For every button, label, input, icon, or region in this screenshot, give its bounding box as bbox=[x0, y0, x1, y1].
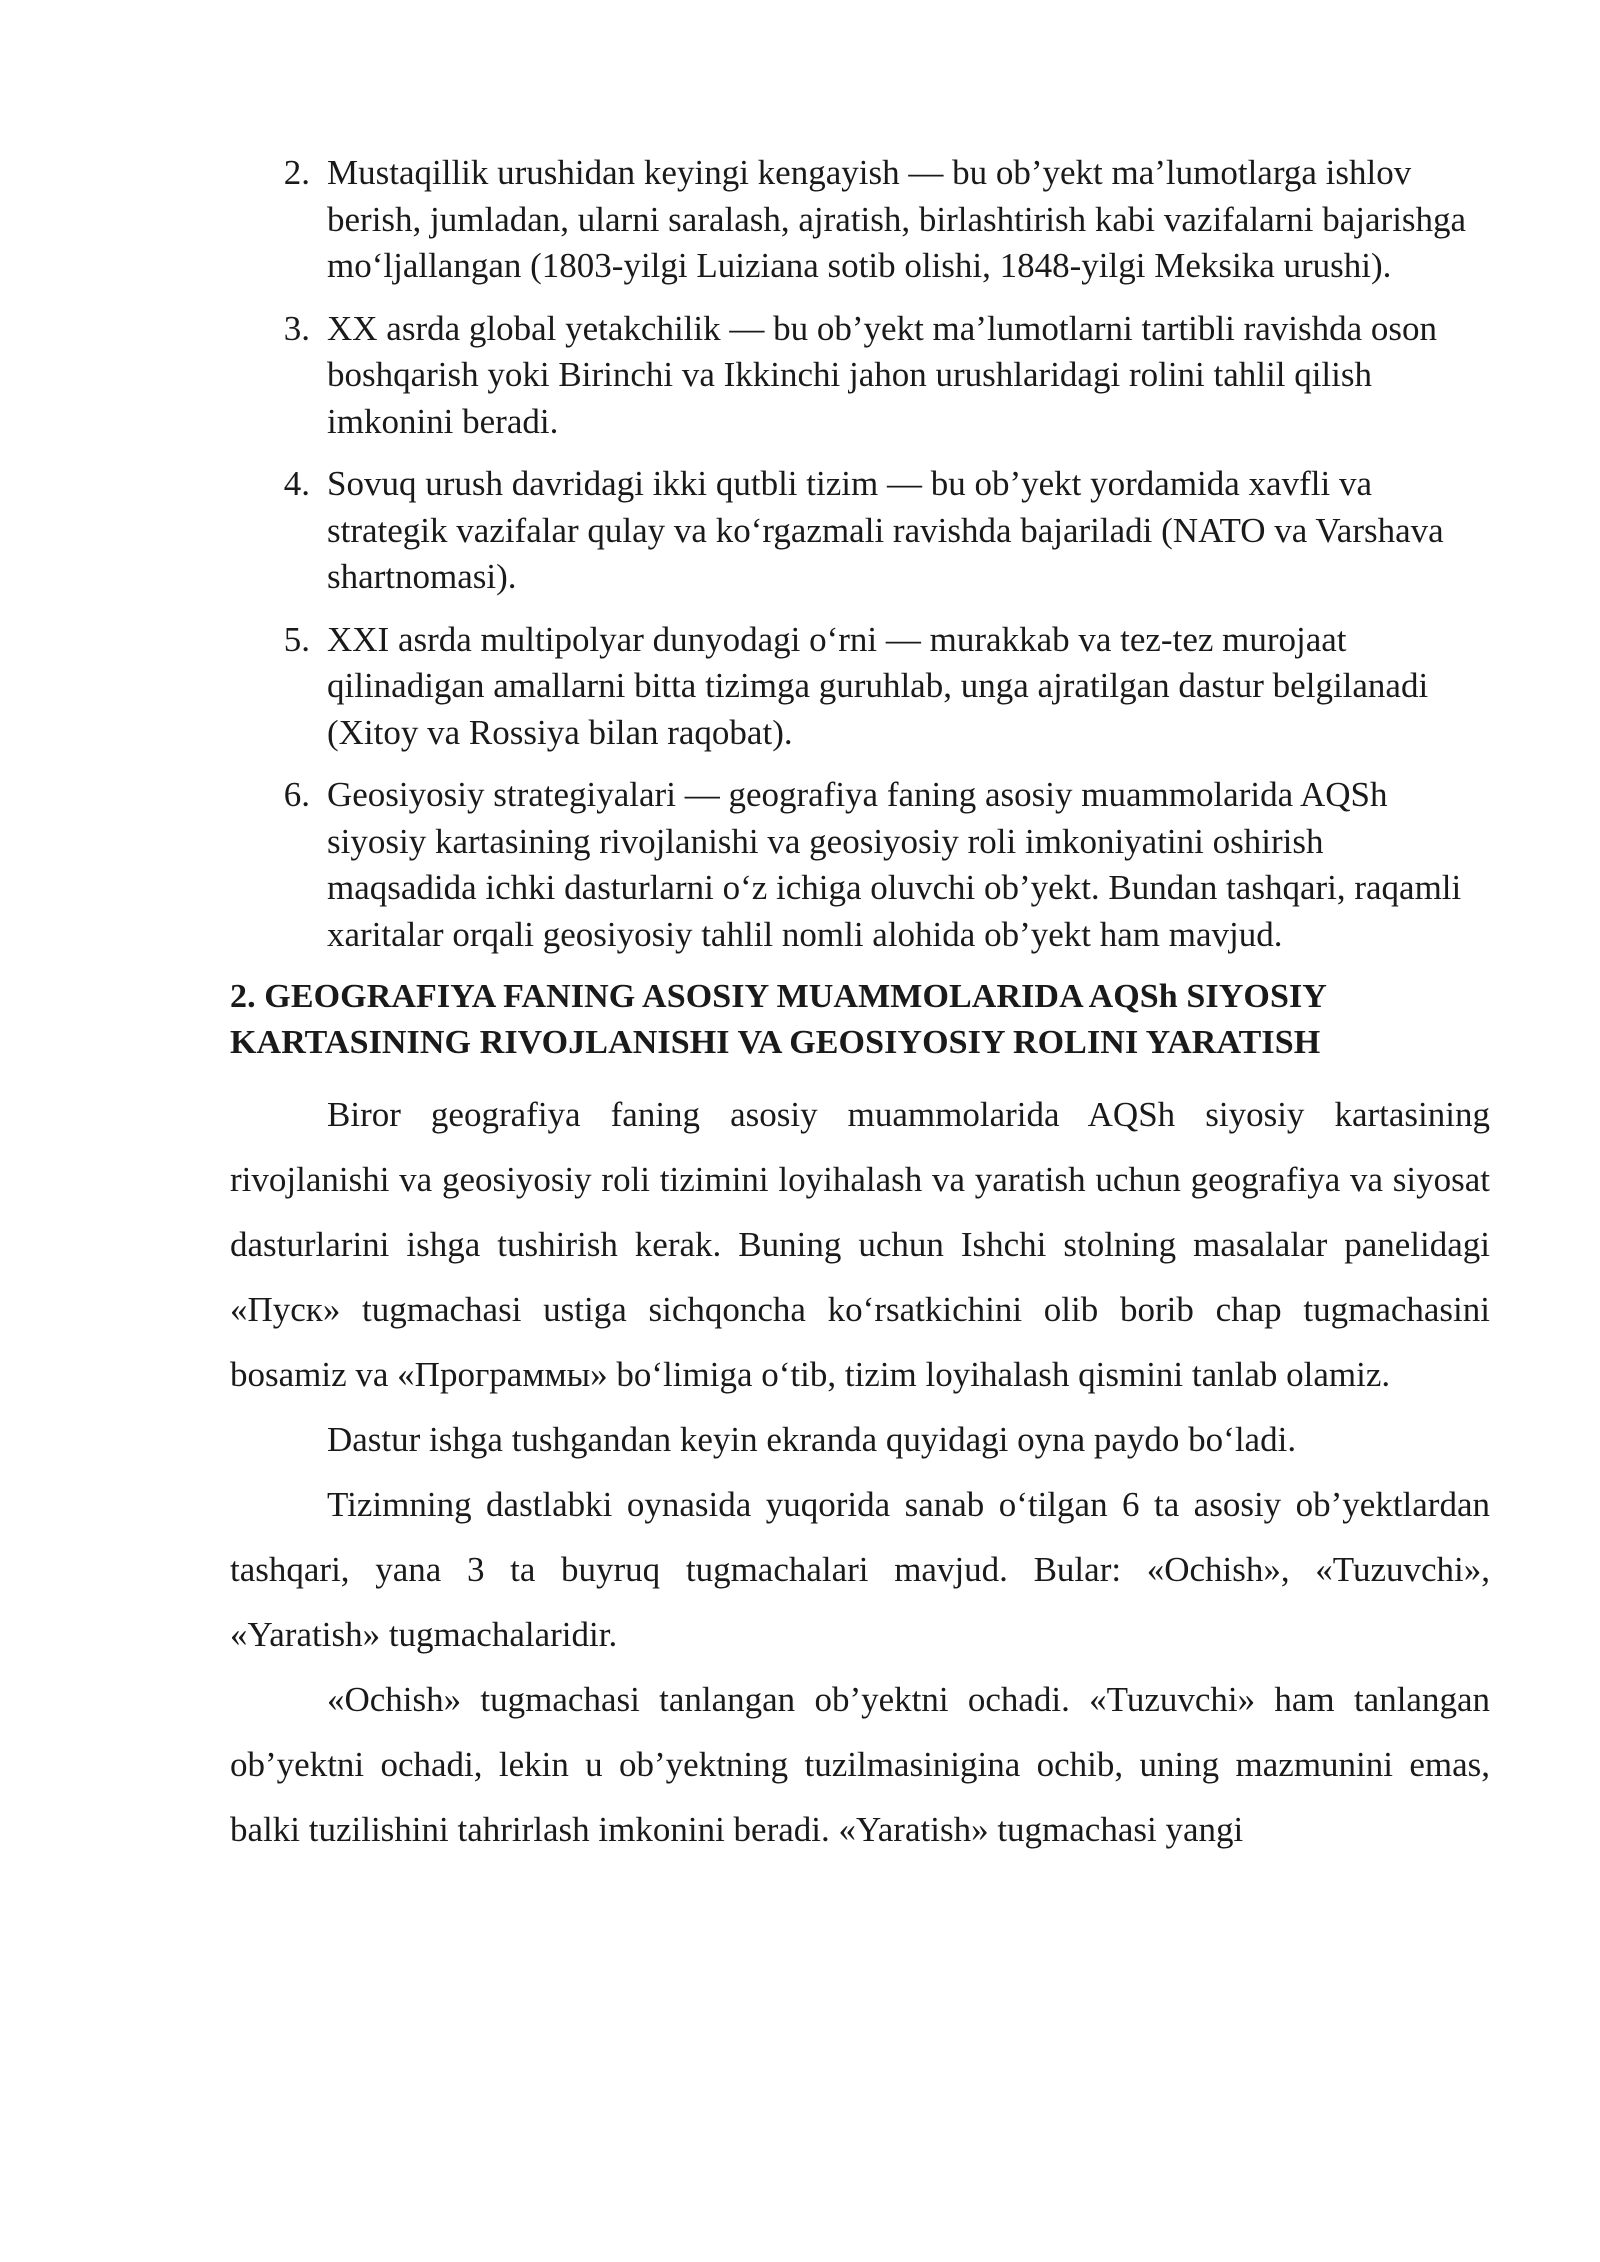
list-item-text: XX asrda global yetakchilik — bu ob’yekt ma’lumotlarni tartibli ravishda oson boshqarish yoki Birinchi va Ikkinchi jahon urushlaridagi rolini tahlil qilish imkonini beradi. bbox=[327, 308, 1438, 441]
list-item-number: 2. bbox=[283, 153, 310, 192]
document-page bbox=[230, 150, 1490, 1862]
list-item bbox=[230, 461, 1490, 601]
list-item bbox=[230, 772, 1490, 958]
list-item-number: 4. bbox=[283, 464, 310, 503]
body-paragraph: «Ochish» tugmachasi tanlangan ob’yektni ochadi. «Tuzuvchi» ham tanlangan ob’yektni ochadi, lekin u ob’yektning tuzilmasinigina ochib, uning mazmunini emas, balki tuzilishini tahrirlash imkonini beradi. «Yaratish» tugmachasi yangi bbox=[230, 1680, 1490, 1849]
numbered-list bbox=[230, 150, 1490, 958]
section-heading: 2. GEOGRAFIYA FANING ASOSIY MUAMMOLARIDA AQSh SIYOSIY KARTASINING RIVOJLANISHI VA GEOSIYOSIY ROLINI YARATISH bbox=[230, 978, 1326, 1061]
list-item-number: 3. bbox=[283, 308, 310, 348]
list-item-number: 5. bbox=[283, 619, 310, 659]
list-item bbox=[230, 150, 1490, 290]
list-item-number: 6. bbox=[283, 775, 310, 814]
body-paragraph: Dastur ishga tushgandan keyin ekranda quyidagi oyna paydo bo‘ladi. bbox=[327, 1420, 1297, 1459]
list-item-text: Geosiyosiy strategiyalari — geografiya faning asosiy muammolarida AQSh siyosiy kartasining rivojlanishi va geosiyosiy roli imkoniyatini oshirish maqsadida ichki dasturlarni o‘z ichiga oluvchi ob’yekt. Bundan tashqari, raqamli xaritalar orqali geosiyosiy tahlil nomli alohida ob’yekt ham mavjud. bbox=[327, 775, 1462, 954]
list-item-text: Mustaqillik urushidan keyingi kengayish — bu ob’yekt ma’lumotlarga ishlov berish, jumladan, ularni saralash, ajratish, birlashtirish kabi vazifalarni bajarishga mo‘ljallangan (1803-yilgi Luiziana sotib olishi, 1848-yilgi Meksika urushi). bbox=[327, 153, 1467, 285]
list-item-text: Sovuq urush davridagi ikki qutbli tizim — bu ob’yekt yordamida xavfli va strategik vazifalar qulay va ko‘rgazmali ravishda bajariladi (NATO va Varshava shartnomasi). bbox=[327, 464, 1444, 596]
list-item bbox=[230, 617, 1490, 757]
body-paragraph: Tizimning dastlabki oynasida yuqorida sanab o‘tilgan 6 ta asosiy ob’yektlardan tashqari, yana 3 ta buyruq tugmachalari mavjud. Bular: «Ochish», «Tuzuvchi», «Yaratish» tugmachalaridir. bbox=[230, 1485, 1490, 1654]
body-paragraph: Biror geografiya faning asosiy muammolarida AQSh siyosiy kartasining rivojlanishi va geosiyosiy roli tizimini loyihalash va yaratish uchun geografiya va siyosat dasturlarini ishga tushirish kerak. Buning uchun Ishchi stolning masalalar panelidagi «Пуск» tugmachasi ustiga sichqoncha ko‘rsatkichini olib borib chap tugmachasini bosamiz va «Программы» bo‘limiga o‘tib, tizim loyihalash qismini tanlab olamiz. bbox=[230, 1095, 1490, 1394]
list-item-text: XXI asrda multipolyar dunyodagi o‘rni — murakkab va tez-tez murojaat qilinadigan amallarni bitta tizimga guruhlab, unga ajratilgan dastur belgilanadi (Xitoy va Rossiya bilan raqobat). bbox=[327, 619, 1429, 752]
list-item bbox=[230, 306, 1490, 446]
